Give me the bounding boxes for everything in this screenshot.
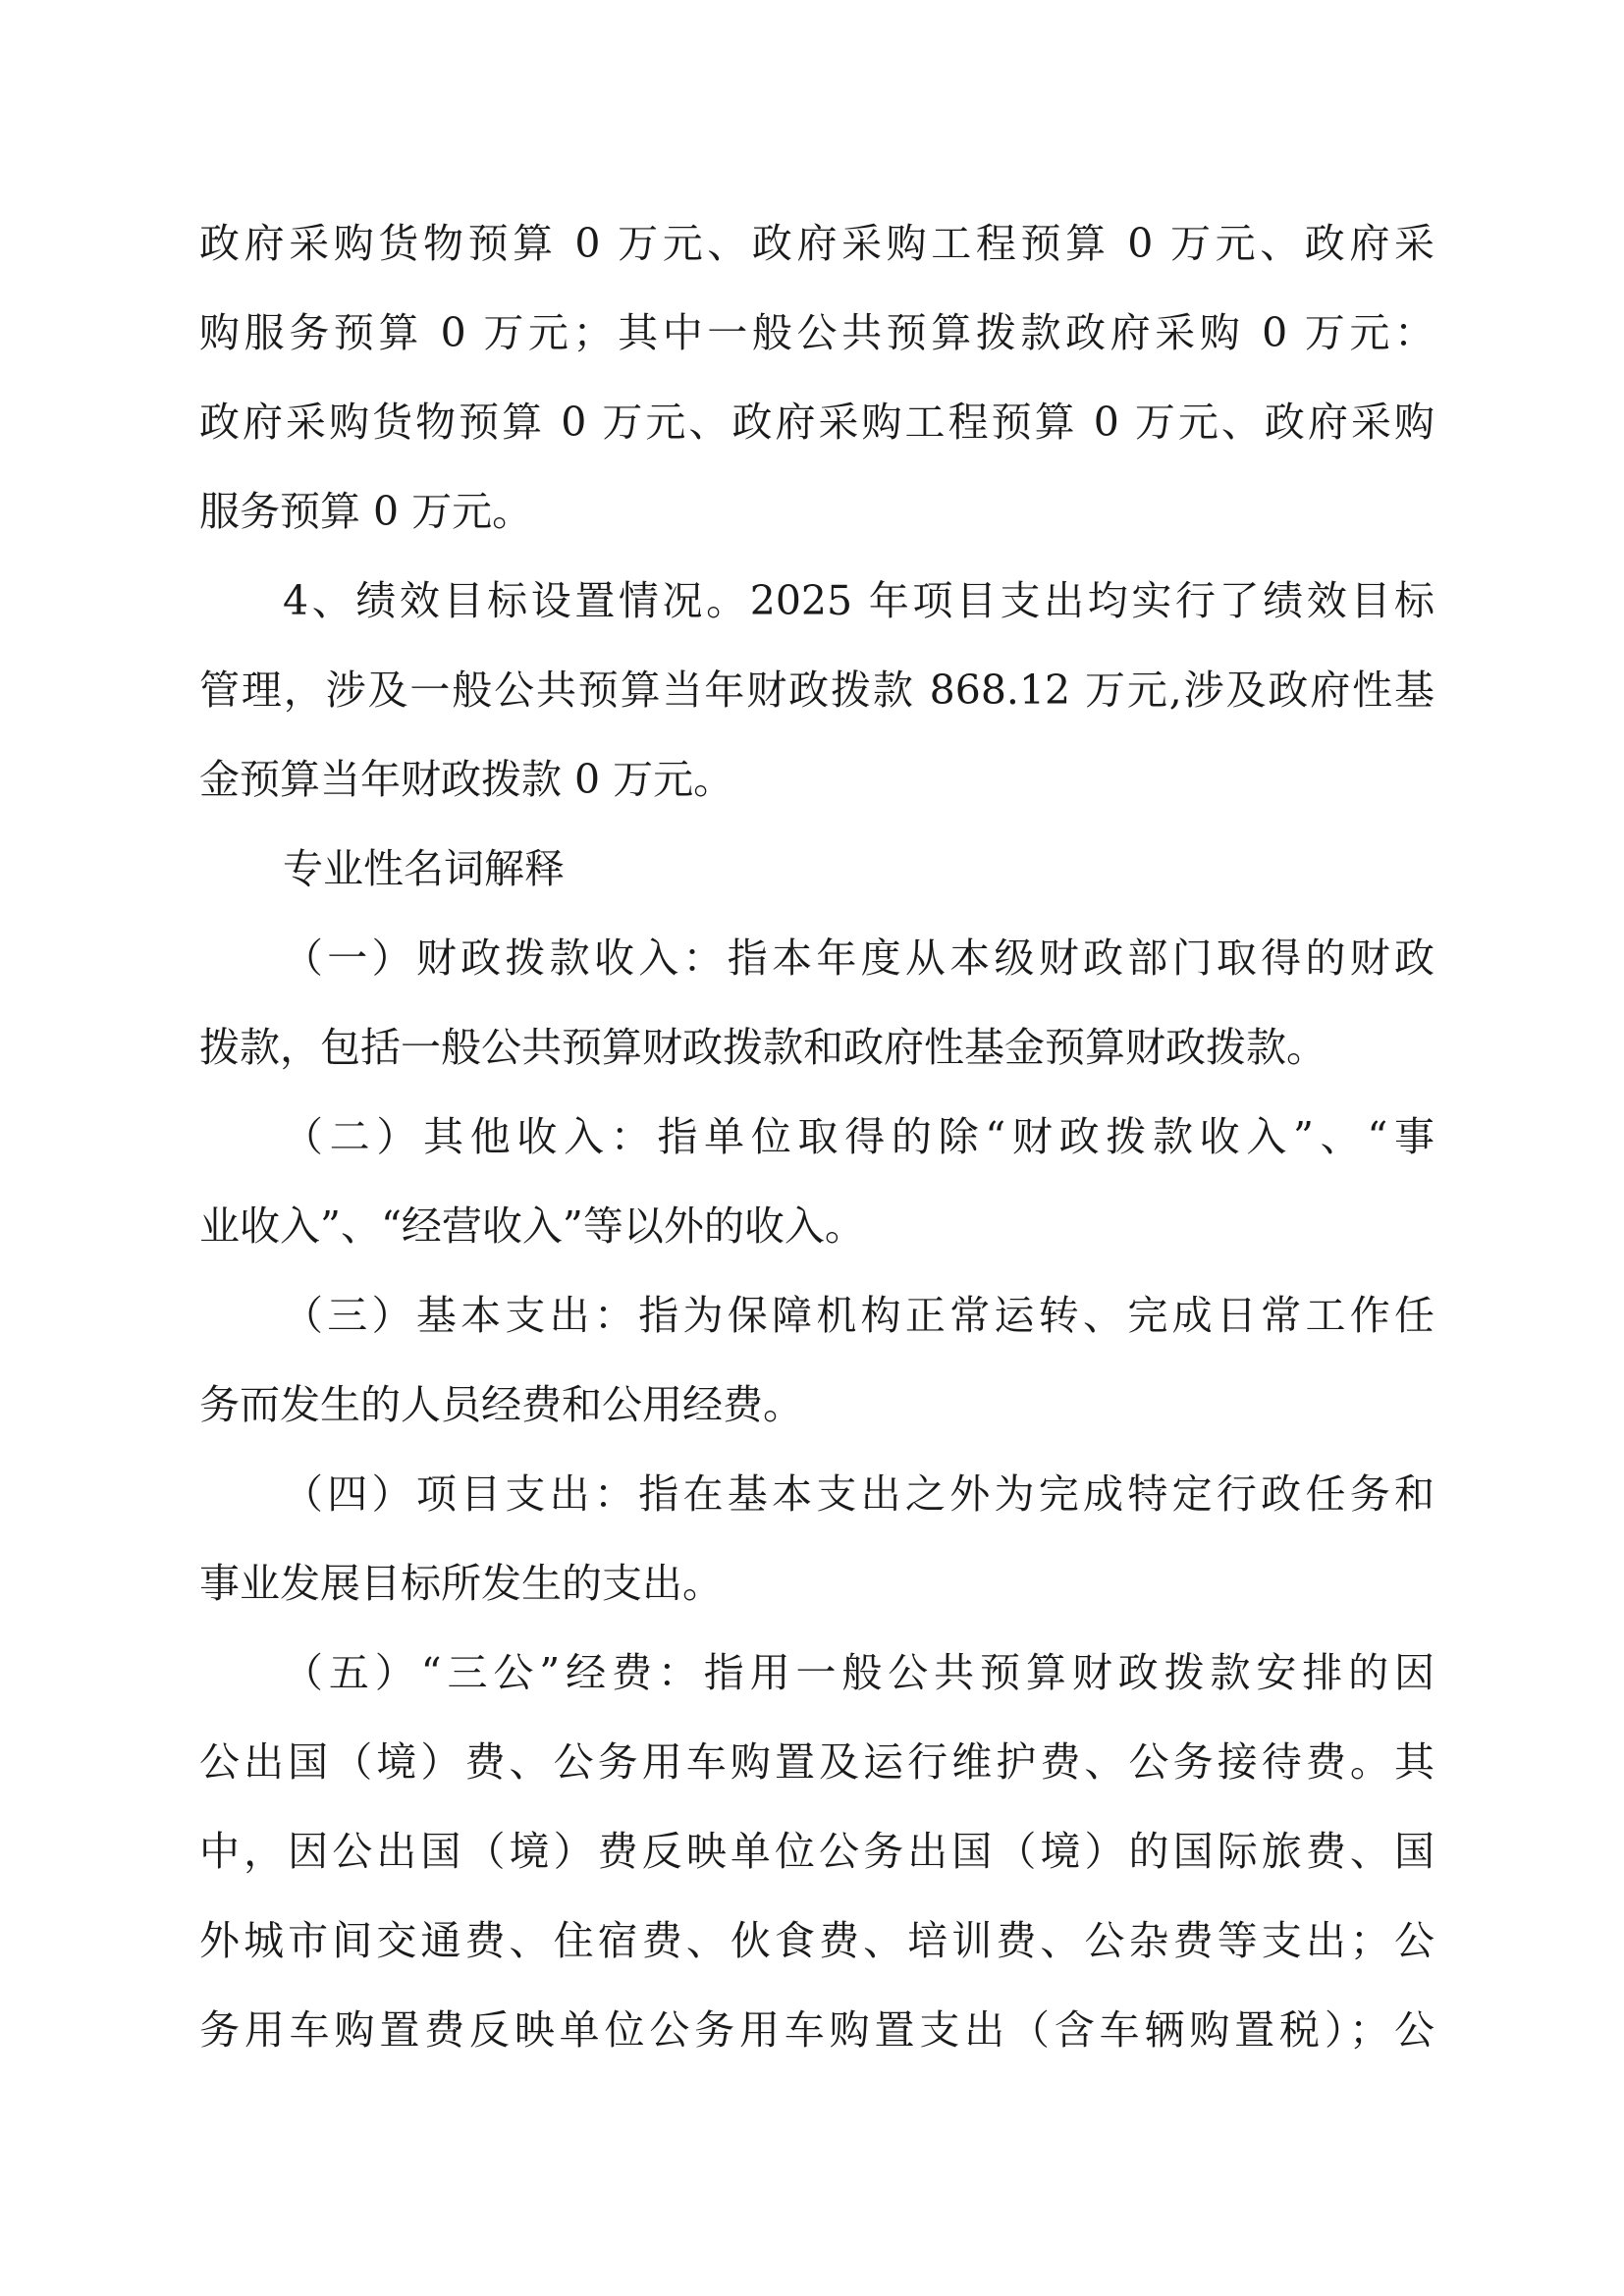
text-line: 政府采购货物预算 0 万元、政府采购工程预算 0 万元、政府采 [199,220,1435,267]
text-line: 外城市间交通费、住宿费、伙食费、培训费、公杂费等支出；公 [199,1917,1435,1964]
text-line: 4、绩效目标设置情况。2025 年项目支出均实行了绩效目标 [283,577,1435,624]
text-line: 购服务预算 0 万元；其中一般公共预算拨款政府采购 0 万元： [199,309,1435,356]
text-line: 管理，涉及一般公共预算当年财政拨款 868.12 万元,涉及政府性基 [199,667,1435,714]
text-line: 事业发展目标所发生的支出。 [199,1560,723,1607]
text-line: 业收入”、“经营收入”等以外的收入。 [199,1202,865,1250]
text-line: 公出国（境）费、公务用车购置及运行维护费、公务接待费。其 [199,1738,1435,1786]
text-line: 拨款，包括一般公共预算财政拨款和政府性基金预算财政拨款。 [199,1024,1326,1071]
section-heading: 专业性名词解释 [283,845,565,892]
text-line: 务用车购置费反映单位公务用车购置支出（含车辆购置税）；公 [199,2006,1435,2054]
text-line: 服务预算 0 万元。 [199,488,533,535]
text-line: （二）其他收入：指单位取得的除“财政拨款收入”、“事 [283,1113,1435,1160]
text-line: （一）财政拨款收入：指本年度从本级财政部门取得的财政 [283,934,1435,982]
text-line: 务而发生的人员经费和公用经费。 [199,1381,803,1428]
text-line: （四）项目支出：指在基本支出之外为完成特定行政任务和 [283,1470,1435,1518]
text-line: 金预算当年财政拨款 0 万元。 [199,756,734,803]
text-line: 中，因公出国（境）费反映单位公务出国（境）的国际旅费、国 [199,1828,1435,1875]
text-line: （五）“三公”经费：指用一般公共预算财政拨款安排的因 [283,1649,1435,1696]
text-line: （三）基本支出：指为保障机构正常运转、完成日常工作任 [283,1292,1435,1339]
text-line: 政府采购货物预算 0 万元、政府采购工程预算 0 万元、政府采购 [199,399,1435,446]
